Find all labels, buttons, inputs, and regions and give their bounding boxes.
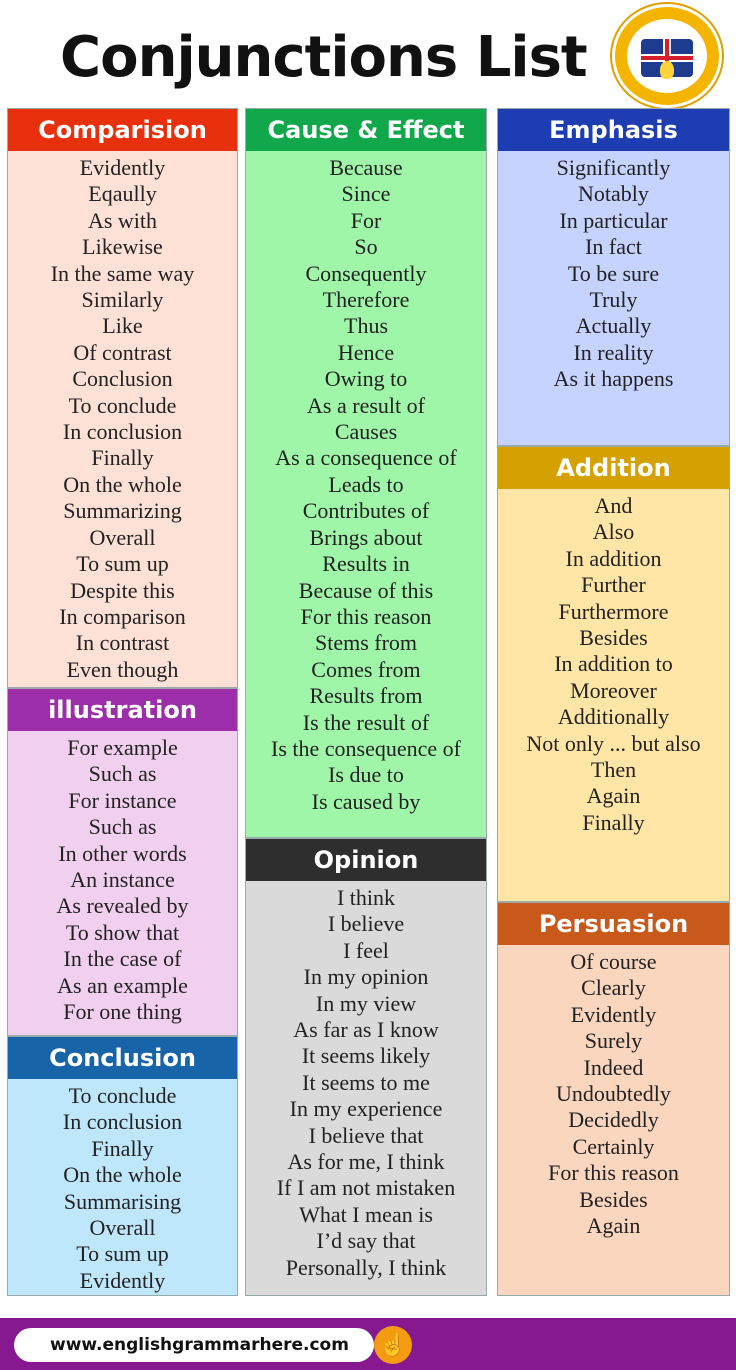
list-item: Moreover <box>570 677 657 703</box>
conjunction-list <box>8 151 237 683</box>
list-item: As far as I know <box>293 1017 439 1043</box>
list-item: To be sure <box>567 260 660 286</box>
section-illustration <box>7 688 238 1036</box>
list-item: Finally <box>582 809 645 835</box>
list-item: Of course <box>570 949 657 974</box>
list-item: Since <box>341 181 391 207</box>
list-item: Hence <box>337 339 395 365</box>
list-item: In my opinion <box>303 964 429 990</box>
conjunction-list <box>246 151 486 815</box>
section-cause-and-effect <box>245 108 487 838</box>
conjunction-list <box>498 945 729 1239</box>
list-item: Besides <box>579 625 648 651</box>
site-logo <box>612 4 722 108</box>
list-item: Is the result of <box>302 709 430 735</box>
list-item: Evidently <box>570 1001 657 1027</box>
list-item: As for me, I think <box>287 1149 445 1175</box>
list-item: To conclude <box>68 392 177 418</box>
list-item: For one thing <box>63 999 182 1025</box>
list-item: Comes from <box>311 656 421 682</box>
list-item: Is caused by <box>311 788 421 814</box>
list-item: If I am not mistaken <box>276 1175 456 1201</box>
logo-emblem <box>627 19 707 93</box>
lightbulb-icon <box>660 61 674 79</box>
section-conclusion <box>7 1036 238 1296</box>
list-item: Also <box>592 519 635 545</box>
website-link[interactable]: www.englishgrammarhere.com <box>14 1328 374 1362</box>
list-item: To sum up <box>76 1241 169 1267</box>
list-item: In reality <box>573 339 654 365</box>
list-item: I believe that <box>308 1122 424 1148</box>
list-item: Like <box>102 313 143 339</box>
section-heading: Comparision <box>8 109 237 151</box>
section-comparision <box>7 108 238 688</box>
list-item: Further <box>581 572 646 598</box>
list-item: Leads to <box>328 471 404 497</box>
list-item: Finally <box>91 1135 154 1161</box>
list-item: For <box>350 207 382 233</box>
section-persuasion <box>497 902 730 1296</box>
list-item: In conclusion <box>62 419 183 445</box>
list-item: As it happens <box>553 366 674 392</box>
list-item: In my view <box>315 990 417 1016</box>
section-heading: Opinion <box>246 839 486 881</box>
list-item: Additionally <box>557 704 670 730</box>
list-item: I think <box>336 885 396 910</box>
section-opinion <box>245 838 487 1296</box>
list-item: In the case of <box>63 946 182 972</box>
list-item: Evidently <box>79 155 166 180</box>
list-item: Furthermore <box>558 598 669 624</box>
list-item: As a consequence of <box>275 445 457 471</box>
list-item: In the same way <box>50 260 195 286</box>
list-item: Overall <box>89 1215 156 1241</box>
list-item: So <box>354 234 378 260</box>
list-item: Again <box>586 783 641 809</box>
list-item: In my experience <box>289 1096 443 1122</box>
list-item: Is the consequence of <box>271 735 461 761</box>
list-item: I’d say that <box>316 1228 416 1254</box>
list-item: Notably <box>578 181 649 207</box>
list-item: Again <box>586 1213 641 1239</box>
list-item: In contrast <box>75 630 170 656</box>
list-item: Summarising <box>63 1188 182 1214</box>
list-item: On the whole <box>63 1162 182 1188</box>
list-item: In addition <box>565 545 662 571</box>
list-item: For instance <box>68 787 177 813</box>
list-item: Consequently <box>305 260 427 286</box>
list-item: Results from <box>309 683 423 709</box>
list-item: As an example <box>57 972 188 998</box>
conjunction-list <box>8 731 237 1025</box>
list-item: Thus <box>344 313 388 339</box>
list-item: Not only ... but also <box>526 730 701 756</box>
list-item: Actually <box>575 313 652 339</box>
list-item: Such as <box>88 814 157 840</box>
list-item: To conclude <box>68 1083 177 1108</box>
section-heading: Conclusion <box>8 1037 237 1079</box>
list-item: What I mean is <box>299 1201 433 1227</box>
list-item: It seems to me <box>302 1069 430 1095</box>
conjunction-list <box>498 151 729 393</box>
list-item: As revealed by <box>56 893 189 919</box>
list-item: As with <box>87 207 158 233</box>
list-item: For this reason <box>300 603 432 629</box>
list-item: Decidedly <box>568 1107 659 1133</box>
section-heading: Emphasis <box>498 109 729 151</box>
list-item: Even though <box>66 656 179 682</box>
list-item: To sum up <box>76 551 169 577</box>
list-item: I believe <box>327 911 405 937</box>
list-item: Similarly <box>81 287 164 313</box>
section-heading: Persuasion <box>498 903 729 945</box>
list-item: Because <box>329 155 403 180</box>
list-item: Overall <box>89 524 156 550</box>
list-item: Eqaully <box>88 181 157 207</box>
list-item: Such as <box>88 761 157 787</box>
list-item: Contributes of <box>302 498 430 524</box>
list-item: In conclusion <box>62 1109 183 1135</box>
list-item: Indeed <box>583 1054 644 1080</box>
section-heading: illustration <box>8 689 237 731</box>
list-item: Significantly <box>556 155 671 180</box>
list-item: Results in <box>322 551 410 577</box>
list-item: For example <box>67 735 178 760</box>
list-item: Is due to <box>328 762 404 788</box>
list-item: To show that <box>65 919 180 945</box>
conjunction-list <box>8 1079 237 1294</box>
list-item: Evidently <box>79 1267 166 1293</box>
list-item: Because of this <box>298 577 434 603</box>
list-item: It seems likely <box>301 1043 431 1069</box>
list-item: Despite this <box>70 577 175 603</box>
list-item: Conclusion <box>72 366 173 392</box>
section-heading: Cause & Effect <box>246 109 486 151</box>
pointing-hand-icon: ☝ <box>374 1326 412 1364</box>
section-emphasis <box>497 108 730 446</box>
list-item: Besides <box>579 1186 648 1212</box>
list-item: Then <box>590 757 637 783</box>
list-item: Brings about <box>309 524 423 550</box>
list-item: Undoubtedly <box>556 1081 671 1107</box>
conjunction-list <box>498 489 729 836</box>
section-addition <box>497 446 730 902</box>
list-item: For this reason <box>548 1160 679 1186</box>
page-title: Conjunctions List <box>60 25 587 90</box>
list-item: An instance <box>70 867 175 893</box>
list-item: I feel <box>343 937 389 963</box>
list-item: Owing to <box>324 366 408 392</box>
list-item: Clearly <box>581 975 646 1001</box>
list-item: Truly <box>589 287 638 313</box>
list-item: In other words <box>58 840 187 866</box>
list-item: In comparison <box>59 603 186 629</box>
conjunction-list <box>246 881 486 1281</box>
list-item: As a result of <box>307 392 425 418</box>
list-item: Stems from <box>314 630 418 656</box>
list-item: Likewise <box>82 234 163 260</box>
list-item: On the whole <box>63 471 182 497</box>
list-item: Therefore <box>322 287 410 313</box>
list-item: Of contrast <box>73 339 172 365</box>
list-item: Summarizing <box>63 498 182 524</box>
list-item: Finally <box>91 445 154 471</box>
list-item: In particular <box>559 207 668 233</box>
list-item: Personally, I think <box>285 1254 447 1280</box>
list-item: In fact <box>585 234 642 260</box>
list-item: In addition to <box>554 651 673 677</box>
section-heading: Addition <box>498 447 729 489</box>
list-item: Causes <box>334 419 398 445</box>
list-item: And <box>594 493 633 518</box>
list-item: Surely <box>584 1028 643 1054</box>
list-item: Certainly <box>572 1133 655 1159</box>
footer-bar <box>0 1318 736 1370</box>
